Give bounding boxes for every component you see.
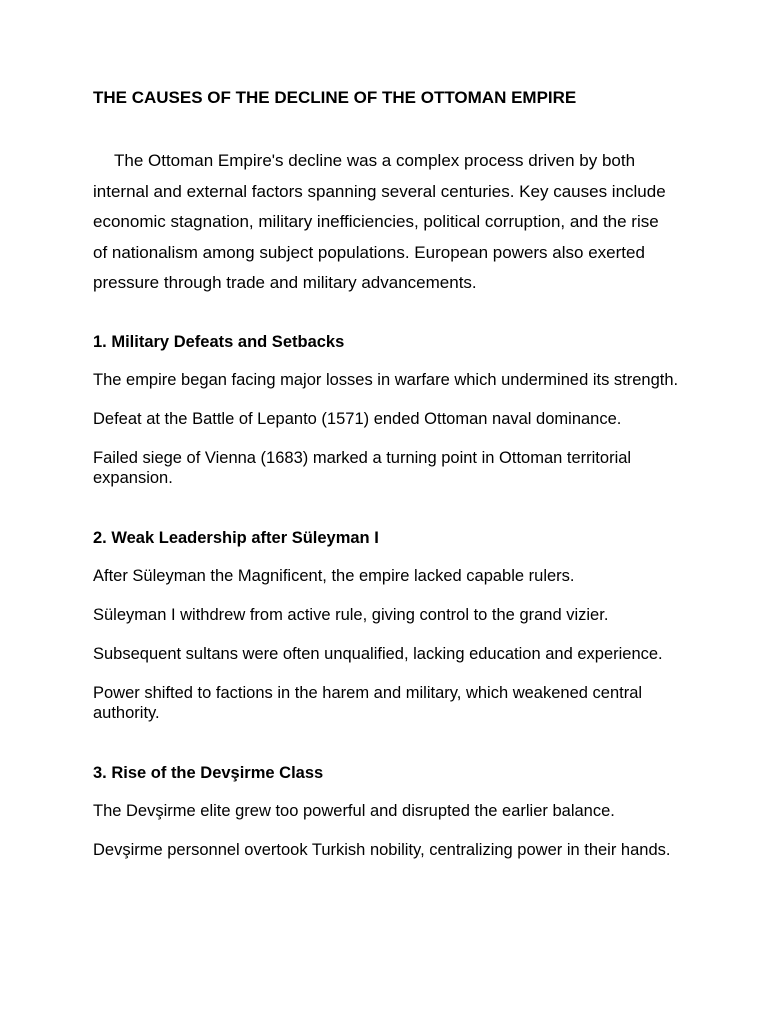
section-heading: 2. Weak Leadership after Süleyman I [93, 529, 379, 547]
section-paragraph: Defeat at the Battle of Lepanto (1571) ended Ottoman naval dominance. [93, 410, 622, 428]
section-weak-leadership [93, 528, 693, 723]
section-paragraph: Power shifted to factions in the harem and military, which weakened central authority. [93, 684, 643, 722]
section-devsirme-class [93, 763, 693, 861]
section-paragraph: Failed siege of Vienna (1683) marked a turning point in Ottoman territorial expansion. [93, 449, 632, 487]
section-paragraph: After Süleyman the Magnificent, the empire lacked capable rulers. [93, 567, 575, 585]
intro-paragraph: The Ottoman Empire's decline was a complex process driven by both internal and external factors spanning several centuries. Key causes include economic stagnation, military inefficiencies, political corruption, and the rise of nationalism among subject populations. European powers also exerted pressure through trade and military advancements. [93, 151, 666, 292]
section-military-defeats [93, 332, 693, 488]
section-paragraph: Devşirme personnel overtook Turkish nobility, centralizing power in their hands. [93, 841, 671, 859]
section-paragraph: Subsequent sultans were often unqualified, lacking education and experience. [93, 645, 663, 663]
document-title: THE CAUSES OF THE DECLINE OF THE OTTOMAN EMPIRE [93, 88, 577, 107]
section-heading: 1. Military Defeats and Setbacks [93, 333, 345, 351]
section-paragraph: Süleyman I withdrew from active rule, giving control to the grand vizier. [93, 606, 609, 624]
section-paragraph: The Devşirme elite grew too powerful and disrupted the earlier balance. [93, 802, 615, 820]
section-heading: 3. Rise of the Devşirme Class [93, 764, 324, 782]
section-paragraph: The empire began facing major losses in warfare which undermined its strength. [93, 371, 679, 389]
